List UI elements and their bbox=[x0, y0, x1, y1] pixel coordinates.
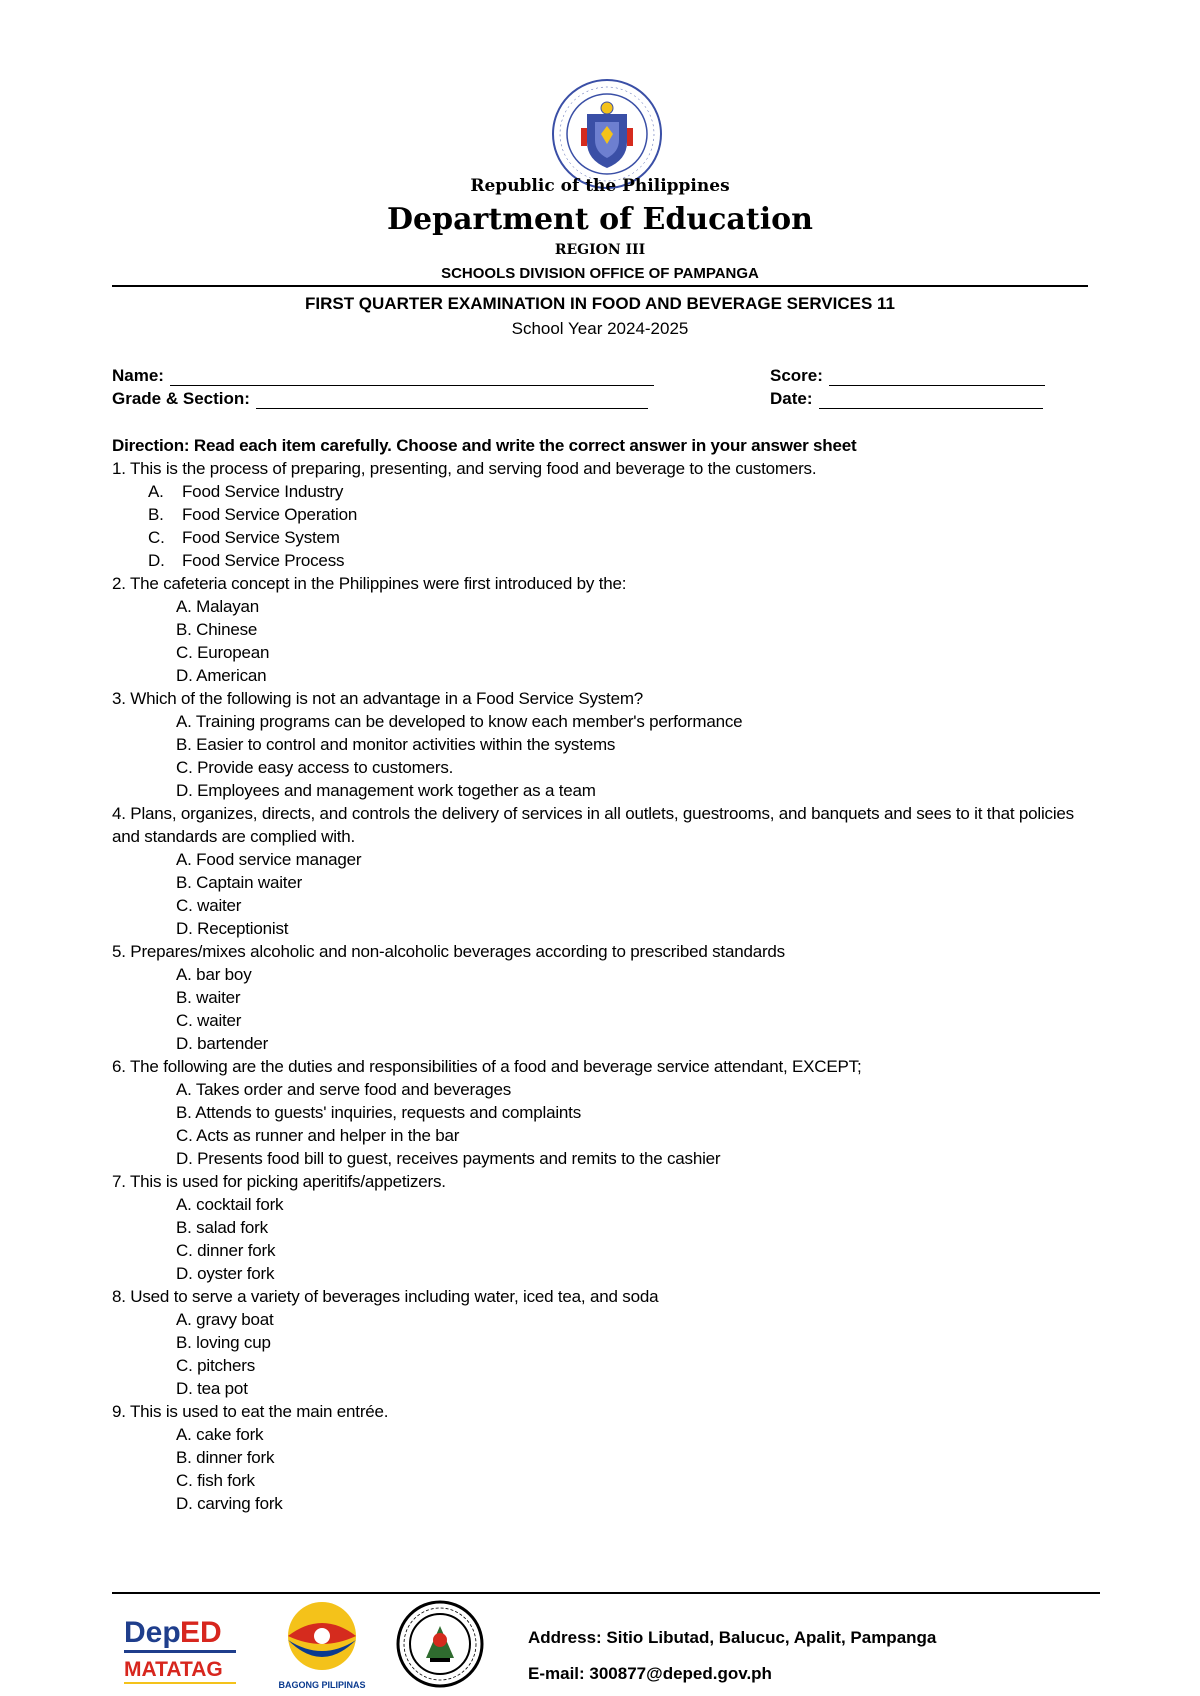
question-3 bbox=[112, 687, 1102, 802]
question-text: 1. This is the process of preparing, presenting, and serving food and beverage to the customers. bbox=[112, 459, 817, 478]
question-text: 6. The following are the duties and responsibilities of a food and beverage service attendant, EXCEPT; bbox=[112, 1057, 862, 1076]
option-c[interactable]: C. pitchers bbox=[176, 1356, 256, 1375]
option-c[interactable]: C. fish fork bbox=[176, 1471, 255, 1490]
question-4 bbox=[112, 802, 1102, 940]
option-a[interactable]: A. gravy boat bbox=[176, 1310, 274, 1329]
question-1 bbox=[112, 457, 1102, 572]
question-5 bbox=[112, 940, 1102, 1055]
option-a[interactable]: A. Malayan bbox=[176, 597, 260, 616]
option-b[interactable]: B. Captain waiter bbox=[176, 873, 303, 892]
option-a[interactable]: A. cake fork bbox=[176, 1425, 264, 1444]
name-label: Name: bbox=[112, 366, 164, 385]
name-field[interactable] bbox=[112, 366, 654, 386]
question-7 bbox=[112, 1170, 1102, 1285]
question-text: 5. Prepares/mixes alcoholic and non-alcoholic beverages according to prescribed standards bbox=[112, 942, 785, 961]
svg-text:ED: ED bbox=[180, 1616, 222, 1649]
department-heading: Department of Education bbox=[387, 202, 813, 237]
question-text: 8. Used to serve a variety of beverages including water, iced tea, and soda bbox=[112, 1287, 659, 1306]
date-field[interactable] bbox=[770, 389, 1043, 409]
svg-text:BAGONG PILIPINAS: BAGONG PILIPINAS bbox=[278, 1680, 366, 1690]
school-year: School Year 2024-2025 bbox=[511, 319, 689, 338]
option-d[interactable]: D. Employees and management work together as a team bbox=[176, 781, 596, 800]
question-text: 7. This is used for picking aperitifs/appetizers. bbox=[112, 1172, 446, 1191]
score-label: Score: bbox=[770, 366, 823, 385]
option-b[interactable]: B. Attends to guests' inquiries, requests and complaints bbox=[176, 1103, 582, 1122]
option-b[interactable]: B. Food Service Operation bbox=[148, 505, 358, 524]
option-c[interactable]: C. waiter bbox=[176, 896, 242, 915]
option-d[interactable]: D. bartender bbox=[176, 1034, 269, 1053]
deped-matatag-logo bbox=[118, 1606, 242, 1692]
question-8 bbox=[112, 1285, 1102, 1400]
direction-text: Direction: Read each item carefully. Choose and write the correct answer in your answer sheet bbox=[112, 436, 857, 455]
option-d[interactable]: D. Receptionist bbox=[176, 919, 289, 938]
option-b[interactable]: B. Chinese bbox=[176, 620, 258, 639]
grade-section-field[interactable] bbox=[112, 389, 648, 409]
option-d[interactable]: D. Presents food bill to guest, receives payments and remits to the cashier bbox=[176, 1149, 721, 1168]
name-line[interactable] bbox=[170, 367, 654, 386]
option-d[interactable]: D. tea pot bbox=[176, 1379, 248, 1398]
grade-section-label: Grade & Section: bbox=[112, 389, 250, 408]
score-line[interactable] bbox=[829, 367, 1045, 386]
option-b[interactable]: B. salad fork bbox=[176, 1218, 268, 1237]
option-b[interactable]: B. dinner fork bbox=[176, 1448, 275, 1467]
option-c[interactable]: C. Provide easy access to customers. bbox=[176, 758, 454, 777]
question-6 bbox=[112, 1055, 1102, 1170]
question-9 bbox=[112, 1400, 1102, 1515]
option-b[interactable]: B. waiter bbox=[176, 988, 241, 1007]
option-d[interactable]: D. oyster fork bbox=[176, 1264, 275, 1283]
option-d[interactable]: D. Food Service Process bbox=[148, 551, 345, 570]
question-text: 4. Plans, organizes, directs, and controls the delivery of services in all outlets, guestrooms, and banquets and sees to it that policies and standards are complied with. bbox=[112, 804, 1074, 846]
footer-email[interactable]: E-mail: 300877@deped.gov.ph bbox=[528, 1664, 772, 1683]
footer-divider bbox=[112, 1592, 1100, 1594]
republic-heading: Republic of the Philippines bbox=[470, 176, 730, 196]
option-d[interactable]: D. American bbox=[176, 666, 267, 685]
option-b[interactable]: B. loving cup bbox=[176, 1333, 271, 1352]
region-heading: REGION III bbox=[554, 242, 646, 258]
exam-title: FIRST QUARTER EXAMINATION IN FOOD AND BEVERAGE SERVICES 11 bbox=[304, 294, 896, 313]
deped-seal-logo bbox=[551, 78, 663, 190]
division-heading: SCHOOLS DIVISION OFFICE OF PAMPANGA bbox=[441, 265, 759, 282]
header-divider bbox=[112, 285, 1088, 287]
question-2 bbox=[112, 572, 1102, 687]
school-seal-logo bbox=[396, 1600, 484, 1688]
questions-section bbox=[112, 434, 1102, 1515]
option-c[interactable]: C. European bbox=[176, 643, 270, 662]
option-b[interactable]: B. Easier to control and monitor activities within the systems bbox=[176, 735, 616, 754]
option-a[interactable]: A. Takes order and serve food and beverages bbox=[176, 1080, 512, 1099]
option-c[interactable]: C. Food Service System bbox=[148, 528, 340, 547]
question-text: 2. The cafeteria concept in the Philippines were first introduced by the: bbox=[112, 574, 627, 593]
score-field[interactable] bbox=[770, 366, 1045, 386]
option-d[interactable]: D. carving fork bbox=[176, 1494, 283, 1513]
option-a[interactable]: A. bar boy bbox=[176, 965, 252, 984]
option-c[interactable]: C. Acts as runner and helper in the bar bbox=[176, 1126, 460, 1145]
option-a[interactable]: A. cocktail fork bbox=[176, 1195, 284, 1214]
grade-section-line[interactable] bbox=[256, 390, 648, 409]
option-c[interactable]: C. dinner fork bbox=[176, 1241, 276, 1260]
option-a[interactable]: A. Food service manager bbox=[176, 850, 362, 869]
option-a[interactable]: A. Food Service Industry bbox=[148, 482, 344, 501]
svg-text:MATATAG: MATATAG bbox=[124, 1658, 223, 1681]
option-a[interactable]: A. Training programs can be developed to know each member's performance bbox=[176, 712, 743, 731]
date-line[interactable] bbox=[819, 390, 1043, 409]
footer-address: Address: Sitio Libutad, Balucuc, Apalit, Pampanga bbox=[528, 1628, 937, 1647]
svg-text:Dep: Dep bbox=[124, 1616, 181, 1649]
date-label: Date: bbox=[770, 389, 813, 408]
question-text: 9. This is used to eat the main entrée. bbox=[112, 1402, 389, 1421]
bagong-pilipinas-logo bbox=[268, 1600, 376, 1692]
option-c[interactable]: C. waiter bbox=[176, 1011, 242, 1030]
question-text: 3. Which of the following is not an advantage in a Food Service System? bbox=[112, 689, 644, 708]
